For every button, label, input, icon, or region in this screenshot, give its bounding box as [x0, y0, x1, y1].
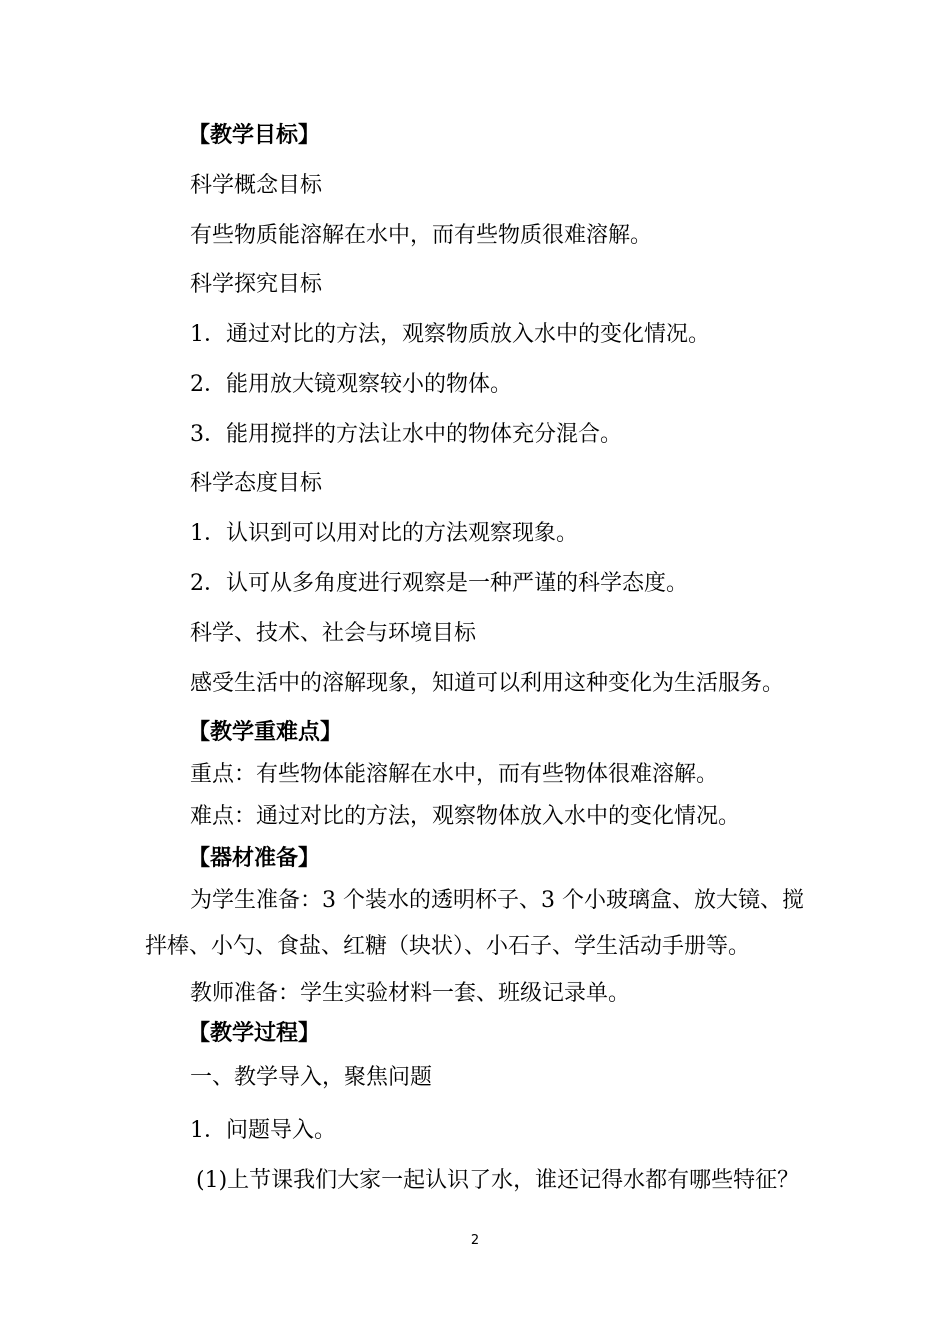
inquiry-item: 2．能用放大镜观察较小的物体。 [190, 372, 512, 397]
process-step: 1．问题导入。 [190, 1118, 336, 1143]
keypoints-heading: 【教学重难点】 [188, 720, 343, 745]
student-materials-cont: 拌棒、小勺、食盐、红糖（块状）、小石子、学生活动手册等。 [145, 934, 751, 959]
materials-heading: 【器材准备】 [188, 846, 321, 871]
student-materials: 为学生准备：3 个装水的透明杯子、3 个小玻璃盒、放大镜、搅 [190, 888, 804, 913]
page-number: 2 [470, 1233, 480, 1248]
sts-heading: 科学、技术、社会与环境目标 [190, 621, 477, 646]
teacher-materials: 教师准备：学生实验材料一套、班级记录单。 [190, 981, 631, 1006]
objectives-heading: 【教学目标】 [188, 123, 321, 148]
attitude-item: 2．认可从多角度进行观察是一种严谨的科学态度。 [190, 571, 688, 596]
difficult-point: 难点：通过对比的方法，观察物体放入水中的变化情况。 [190, 804, 741, 829]
inquiry-heading: 科学探究目标 [190, 272, 323, 297]
concept-text: 有些物质能溶解在水中，而有些物质很难溶解。 [190, 223, 653, 248]
concept-heading: 科学概念目标 [190, 173, 323, 198]
process-part-title: 一、教学导入，聚焦问题 [190, 1065, 433, 1090]
attitude-heading: 科学态度目标 [190, 471, 323, 496]
attitude-item: 1．认识到可以用对比的方法观察现象。 [190, 521, 578, 546]
process-heading: 【教学过程】 [188, 1021, 321, 1046]
key-point: 重点：有些物体能溶解在水中，而有些物体很难溶解。 [190, 762, 719, 787]
sts-text: 感受生活中的溶解现象，知道可以利用这种变化为生活服务。 [190, 671, 785, 696]
process-question: (1)上节课我们大家一起认识了水，谁还记得水都有哪些特征？ [196, 1168, 800, 1193]
inquiry-item: 1．通过对比的方法，观察物质放入水中的变化情况。 [190, 322, 710, 347]
inquiry-item: 3．能用搅拌的方法让水中的物体充分混合。 [190, 422, 622, 447]
